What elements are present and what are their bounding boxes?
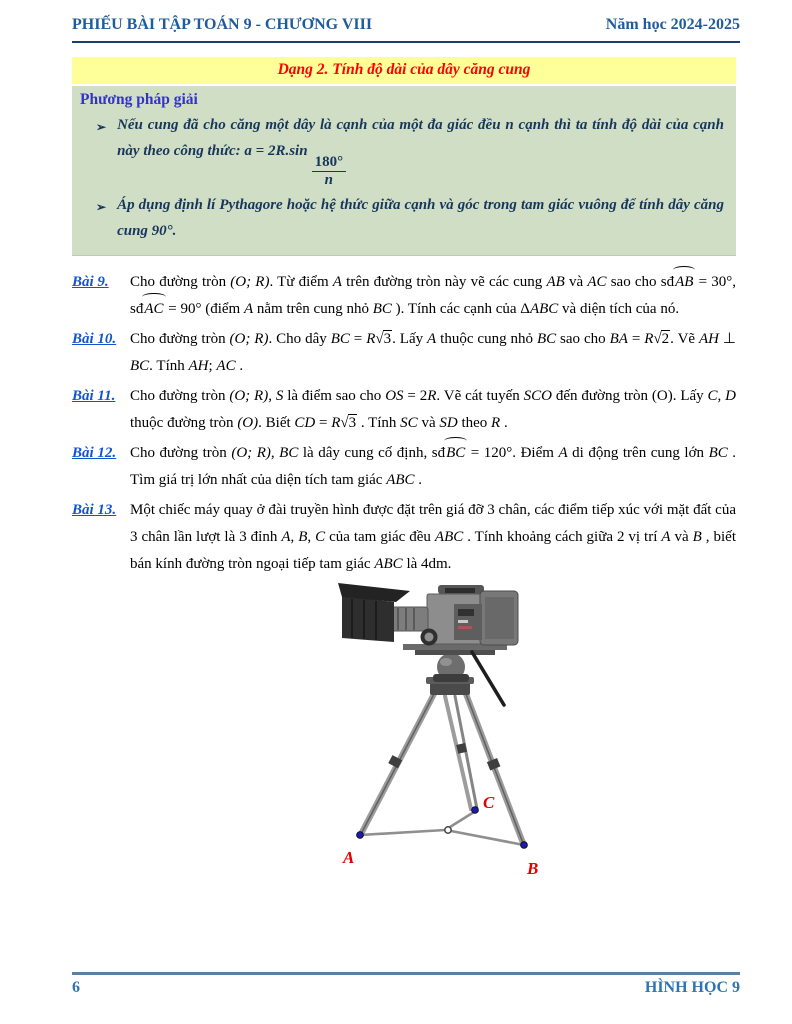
problem-item: [72, 383, 736, 437]
problem-list: [72, 269, 736, 578]
problem-text: Cho đường tròn (O; R), BC là dây cung cố định, sđBC = 120°. Điểm A di động trên cung lớn BC . Tìm giá trị lớn nhất của diện tích tam giác ABC .: [130, 440, 736, 494]
problem-text: Cho đường tròn (O; R). Từ điểm A trên đường tròn này vẽ các cung AB và AC sao cho sđAB = 30°, sđAC = 90° (điểm A nằm trên cung nhỏ BC ). Tính các cạnh của ΔABC và diện tích của nó.: [130, 269, 736, 323]
page-footer: [72, 979, 740, 997]
problem-text: Cho đường tròn (O; R). Cho dây BC = R√3. Lấy A thuộc cung nhỏ BC sao cho BA = R√2. Vẽ AH ⊥ BC. Tính AH; AC .: [130, 330, 737, 374]
section-banner: Dạng 2. Tính độ dài của dây căng cung: [72, 57, 736, 84]
matte-box: [342, 596, 394, 642]
problem-text: Cho đường tròn (O; R), S là điểm sao cho OS = 2R. Vẽ cát tuyến SCO đến đường tròn (O). Lấy C, D thuộc đường tròn (O). Biết CD = R√3 . Tính SC và SD theo R .: [130, 387, 737, 431]
ball-cup: [433, 674, 469, 682]
method-bullet: [96, 113, 726, 189]
main-content: [72, 57, 736, 887]
pan-handle: [472, 652, 504, 705]
footer-rule: [72, 972, 740, 975]
arrow-bullet-icon: ➢: [96, 120, 107, 134]
tripod-legs: [361, 694, 523, 843]
problem-item: [72, 269, 736, 323]
method-box: [72, 86, 736, 256]
tripod-feet: [357, 806, 528, 848]
problem-label: Bài 11.: [72, 387, 116, 404]
problem-label: Bài 9.: [72, 273, 109, 290]
vertex-label-b: B: [527, 858, 539, 878]
page-number: 6: [72, 979, 80, 996]
header-school-year: Năm học 2024-2025: [605, 16, 740, 33]
arrow-bullet-icon: ➢: [96, 200, 107, 215]
method-bullet-text: Nếu cung đã cho căng một dây là cạnh của một đa giác đều n cạnh thì ta tính độ dài của cạnh này theo công thức: a = 2R.sin $\frac{180^\circ}{n}$: [117, 117, 724, 189]
mount-plate-lower: [415, 650, 495, 655]
vertex-label-a: A: [343, 847, 355, 867]
problem-text: Một chiếc máy quay ở đài truyền hình được đặt trên giá đỡ 3 chân, các điểm tiếp xúc với mặt đất của 3 chân lần lượt là 3 đỉnh A, B, C của tam giác đều ABC . Tính khoảng cách giữa 2 vị trí A và B , biết bán kính đường tròn ngoại tiếp tam giác ABC là 4dm.: [130, 501, 736, 572]
problem-label: Bài 10.: [72, 330, 117, 347]
problem-item: [72, 326, 736, 380]
method-bullets: [80, 113, 726, 245]
camera-tripod-illustration: [330, 582, 580, 882]
problem-label: Bài 13.: [72, 501, 117, 518]
spreader-hub: [445, 827, 451, 833]
method-title: Phương pháp giải: [80, 91, 198, 108]
header-rule: [72, 41, 740, 43]
problem-item: [72, 440, 736, 494]
ball-highlight: [440, 658, 452, 666]
camera-body: [338, 583, 518, 646]
vertex-label-c: C: [483, 792, 495, 812]
method-bullet: [96, 193, 726, 245]
header-title: PHIẾU BÀI TẬP TOÁN 9 - CHƯƠNG VIII: [72, 16, 373, 33]
camera-tripod-figure: [330, 582, 580, 887]
problem-label: Bài 12.: [72, 444, 117, 461]
page-header: [72, 16, 740, 34]
footer-subject: HÌNH HỌC 9: [644, 979, 740, 996]
tripod-spreader: [360, 812, 524, 845]
problem-item: [72, 497, 736, 578]
method-bullet-text: Áp dụng định lí Pythagore hoặc hệ thức giữa cạnh và góc trong tam giác vuông để tính dây căng cung 90°.: [117, 197, 724, 240]
